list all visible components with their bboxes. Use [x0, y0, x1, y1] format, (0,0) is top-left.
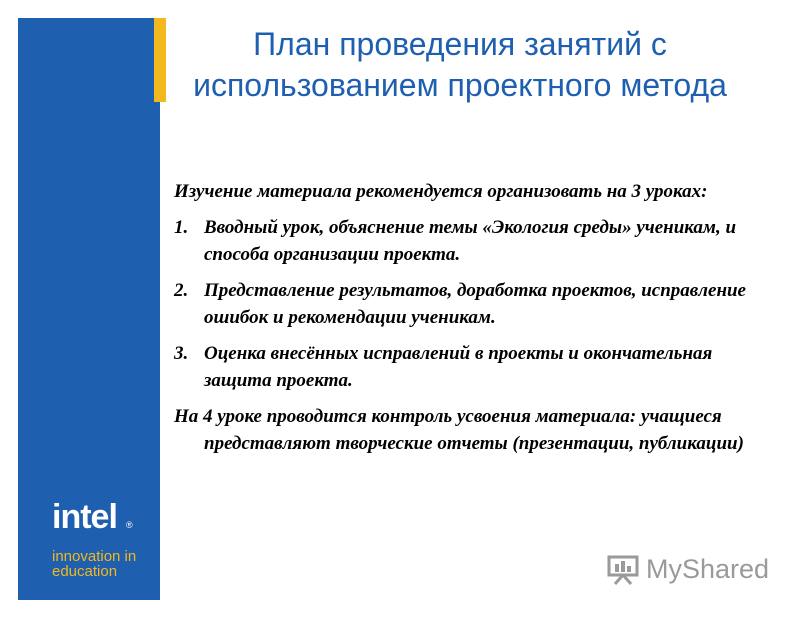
list-item — [174, 214, 774, 268]
registered-mark: ® — [126, 520, 133, 530]
watermark-text: MyShared — [646, 554, 770, 584]
logo-wordmark: intel — [52, 498, 117, 536]
intro-paragraph: Изучение материала рекомендуется организовать на 3 уроках: — [174, 181, 708, 202]
list-number: 2. — [174, 280, 189, 301]
list-text: Вводный урок, объяснение темы «Экология среды» ученикам, и способа организации проекта. — [204, 217, 737, 265]
brand-tagline — [52, 549, 136, 579]
list-item — [174, 340, 774, 394]
conclusion-paragraph: На 4 уроке проводится контроль усвоения материала: учащиеся представляют творческие отчеты (презентации, публикации) — [174, 406, 744, 454]
tagline-line-1: innovation in — [52, 548, 137, 565]
slide-title: План проведения занятий с использованием проектного метода — [193, 26, 727, 103]
list-number: 3. — [174, 343, 189, 364]
myshared-watermark — [606, 554, 769, 585]
list-text: Представление результатов, доработка проектов, исправление ошибок и рекомендации ученикам. — [204, 280, 746, 328]
list-text: Оценка внесённых исправлений в проекты и окончательная защита проекта. — [204, 343, 713, 391]
tagline-line-2: education — [52, 563, 118, 580]
intel-logo — [52, 498, 133, 536]
projector-screen-icon — [606, 555, 640, 585]
accent-bar — [154, 18, 166, 102]
slide-body — [174, 178, 774, 466]
list-item — [174, 277, 774, 331]
list-number: 1. — [174, 217, 189, 238]
